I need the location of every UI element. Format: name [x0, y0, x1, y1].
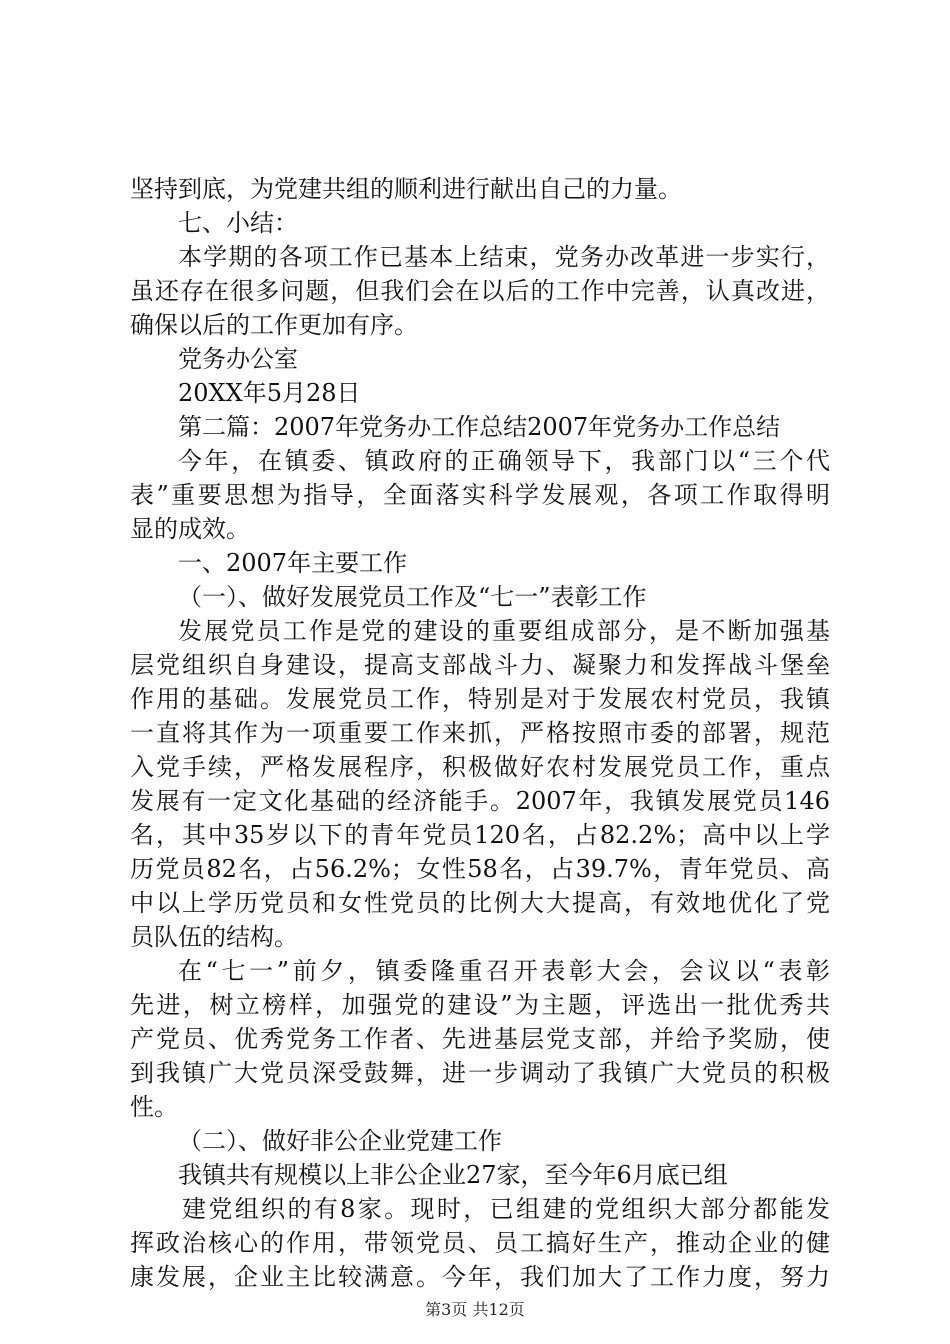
text-line: 入党手续，严格发展程序，积极做好农村发展党员工作，重点: [130, 753, 830, 781]
text-line: 先进，树立榜样，加强党的建设”为主题，评选出一批优秀共: [130, 991, 830, 1019]
text-line: 层党组织自身建设，提高支部战斗力、凝聚力和发挥战斗堡垒: [130, 651, 830, 679]
text-line: 发展有一定文化基础的经济能手。2007年，我镇发展党员146: [130, 787, 830, 815]
text-line: 建党组织的有8家。现时，已组建的党组织大部分都能发: [182, 1195, 830, 1223]
text-line: 显的成效。: [130, 515, 250, 543]
page-footer: 第3页 共12页: [425, 1300, 525, 1319]
text-line: 坚持到底，为党建共组的顺利进行献出自己的力量。: [130, 175, 682, 203]
text-line: 产党员、优秀党务工作者、先进基层党支部，并给予奖励，使: [130, 1025, 830, 1053]
text-line: 中以上学历党员和女性党员的比例大大提高，有效地优化了党: [130, 889, 830, 917]
text-line: 历党员82名，占56.2%；女性58名，占39.7%，青年党员、高: [130, 855, 830, 883]
text-line: 作用的基础。发展党员工作，特别是对于发展农村党员，我镇: [130, 685, 830, 713]
text-line: 一直将其作为一项重要工作来抓，严格按照市委的部署，规范: [130, 719, 830, 747]
text-line: 我镇共有规模以上非公企业27家，至今年6月底已组: [178, 1161, 728, 1189]
subsection-heading: （二）、做好非公企业党建工作: [178, 1127, 502, 1155]
text-line: 表”重要思想为指导，全面落实科学发展观，各项工作取得明: [130, 481, 830, 509]
text-line: 性。: [130, 1093, 178, 1121]
text-line: 本学期的各项工作已基本上结束，党务办改革进一步实行，: [178, 243, 830, 271]
signature-office: 党务办公室: [178, 345, 298, 373]
text-line: 虽还存在很多问题，但我们会在以后的工作中完善，认真改进，: [130, 277, 830, 305]
text-line: 到我镇广大党员深受鼓舞，进一步调动了我镇广大党员的积极: [130, 1059, 830, 1087]
text-line: 名，其中35岁以下的青年党员120名，占82.2%；高中以上学: [130, 821, 830, 849]
section-heading: 七、小结：: [178, 209, 298, 237]
text-line: 员队伍的结构。: [130, 923, 298, 951]
section-heading: 一、2007年主要工作: [178, 549, 408, 577]
text-line: 发展党员工作是党的建设的重要组成部分，是不断加强基: [178, 617, 830, 645]
text-line: 确保以后的工作更加有序。: [130, 311, 418, 339]
signature-date: 20XX年5月28日: [178, 379, 361, 407]
chapter-title: 第二篇：2007年党务办工作总结2007年党务办工作总结: [178, 413, 781, 441]
text-line: 康发展，企业主比较满意。今年，我们加大了工作力度，努力: [130, 1263, 830, 1291]
text-line: 挥政治核心的作用，带领党员、员工搞好生产，推动企业的健: [130, 1229, 830, 1257]
text-line: 今年，在镇委、镇政府的正确领导下，我部门以“三个代: [178, 447, 830, 475]
subsection-heading: （一）、做好发展党员工作及“七一”表彰工作: [178, 583, 647, 611]
text-line: 在“七一”前夕，镇委隆重召开表彰大会，会议以“表彰: [178, 957, 830, 985]
